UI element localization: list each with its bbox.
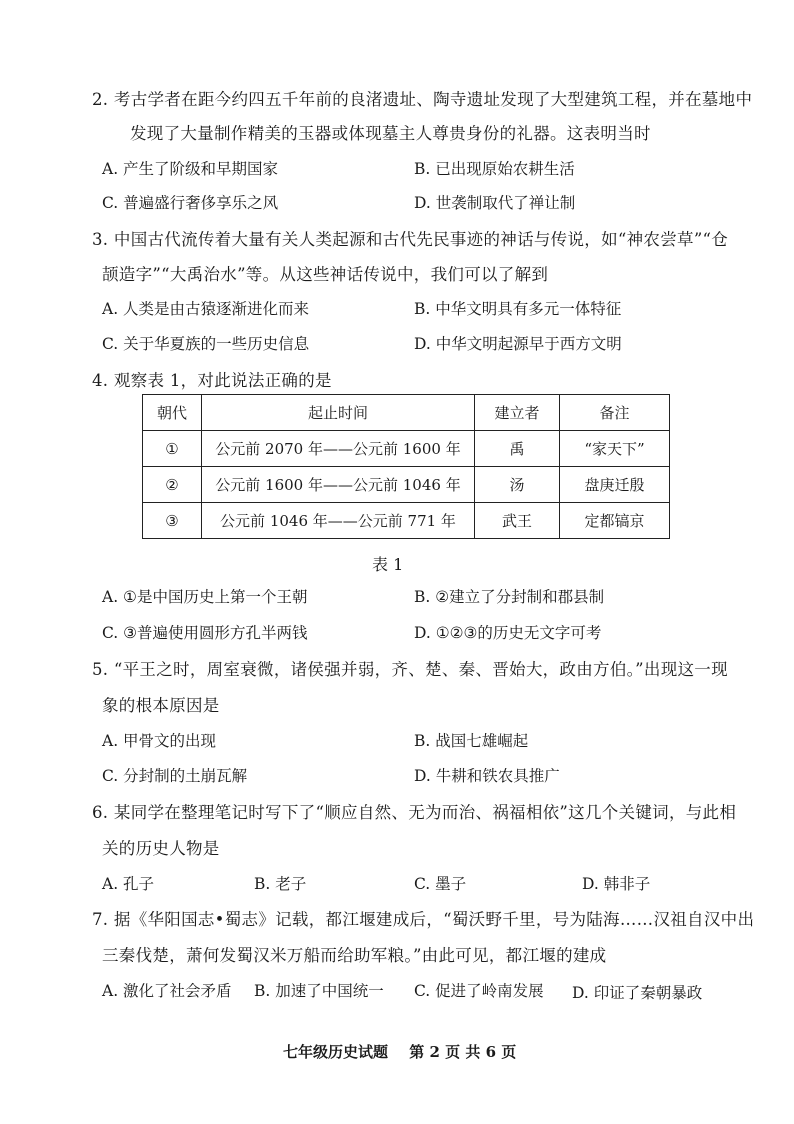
q4-stem: 4. 观察表 1，对此说法正确的是 <box>92 371 332 390</box>
table-header: 朝代 <box>143 395 202 431</box>
table-cell: 公元前 1600 年——公元前 1046 年 <box>202 467 475 503</box>
q3-option-c: C. 关于华夏族的一些历史信息 <box>102 335 310 353</box>
q2-option-d: D. 世袭制取代了禅让制 <box>414 194 576 212</box>
q2-stem-line2: 发现了大量制作精美的玉器或体现墓主人尊贵身份的礼器。这表明当时 <box>130 124 651 143</box>
table-header: 备注 <box>560 395 670 431</box>
q7-stem-line2: 三秦伐楚，萧何发蜀汉米万船而给助军粮。”由此可见，都江堰的建成 <box>102 946 607 965</box>
table-header: 起止时间 <box>202 395 475 431</box>
table-cell: 盘庚迁殷 <box>560 467 670 503</box>
table-row <box>143 503 670 539</box>
q3-option-b: B. 中华文明具有多元一体特征 <box>414 300 622 318</box>
table-cell: “家天下” <box>560 431 670 467</box>
footer-title: 七年级历史试题 <box>283 1043 389 1061</box>
q4-option-d: D. ①②③的历史无文字可考 <box>414 624 602 642</box>
q5-option-c: C. 分封制的土崩瓦解 <box>102 767 248 785</box>
q3-option-d: D. 中华文明起源早于西方文明 <box>414 335 622 353</box>
q3-stem-line1: 3. 中国古代流传着大量有关人类起源和古代先民事迹的神话与传说，如“神农尝草”“仓 <box>92 230 729 249</box>
q5-option-a: A. 甲骨文的出现 <box>102 732 217 750</box>
q2-option-b: B. 已出现原始农耕生活 <box>414 160 575 178</box>
table-cell: ② <box>143 467 202 503</box>
dynasty-table <box>142 394 670 539</box>
q7-stem-line1: 7. 据《华阳国志•蜀志》记载，都江堰建成后，“蜀沃野千里，号为陆海……汉祖自汉中出 <box>92 910 755 929</box>
table-caption: 表 1 <box>372 555 404 574</box>
table-cell: ① <box>143 431 202 467</box>
q6-stem-line2: 关的历史人物是 <box>102 839 220 858</box>
q5-stem-line2: 象的根本原因是 <box>102 696 220 715</box>
q3-stem-line2: 颉造字”“大禹治水”等。从这些神话传说中，我们可以了解到 <box>102 265 549 284</box>
table-header-row <box>143 395 670 431</box>
q6-option-d: D. 韩非子 <box>582 875 651 893</box>
q4-option-b: B. ②建立了分封制和郡县制 <box>414 588 605 606</box>
table-cell: ③ <box>143 503 202 539</box>
table-cell: 禹 <box>475 431 560 467</box>
table-cell: 武王 <box>475 503 560 539</box>
q6-option-a: A. 孔子 <box>102 875 155 893</box>
q2-stem-line1: 2. 考古学者在距今约四五千年前的良渚遗址、陶寺遗址发现了大型建筑工程，并在墓地中 <box>92 90 753 109</box>
q7-option-a: A. 激化了社会矛盾 <box>102 982 232 1000</box>
table-cell: 汤 <box>475 467 560 503</box>
q6-stem-line1: 6. 某同学在整理笔记时写下了“顺应自然、无为而治、祸福相依”这几个关键词，与此相 <box>92 803 737 822</box>
q4-option-c: C. ③普遍使用圆形方孔半两钱 <box>102 624 308 642</box>
table-row <box>143 467 670 503</box>
q3-option-a: A. 人类是由古猿逐渐进化而来 <box>102 300 310 318</box>
q6-option-c: C. 墨子 <box>414 875 467 893</box>
q7-option-c: C. 促进了岭南发展 <box>414 982 544 1000</box>
q7-option-b: B. 加速了中国统一 <box>254 982 384 1000</box>
footer-page-number: 第 2 页 共 6 页 <box>409 1043 517 1061</box>
q6-option-b: B. 老子 <box>254 875 307 893</box>
q5-stem-line1: 5. “平王之时，周室衰微，诸侯强并弱，齐、楚、秦、晋始大，政由方伯。”出现这一现 <box>92 660 728 679</box>
q2-option-c: C. 普遍盛行奢侈享乐之风 <box>102 194 279 212</box>
table-cell: 公元前 2070 年——公元前 1600 年 <box>202 431 475 467</box>
table-cell: 公元前 1046 年——公元前 771 年 <box>202 503 475 539</box>
table-header: 建立者 <box>475 395 560 431</box>
page-footer <box>283 1041 532 1062</box>
q7-option-d: D. 印证了秦朝暴政 <box>572 984 703 1002</box>
table-row <box>143 431 670 467</box>
q2-option-a: A. 产生了阶级和早期国家 <box>102 160 279 178</box>
q4-option-a: A. ①是中国历史上第一个王朝 <box>102 588 308 606</box>
table-cell: 定都镐京 <box>560 503 670 539</box>
q5-option-d: D. 牛耕和铁农具推广 <box>414 767 560 785</box>
q5-option-b: B. 战国七雄崛起 <box>414 732 529 750</box>
